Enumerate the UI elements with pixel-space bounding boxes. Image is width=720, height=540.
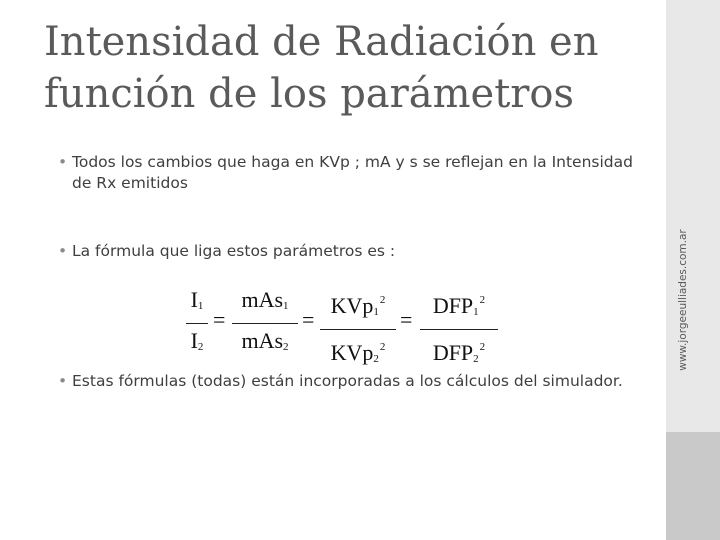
formula-exponent: 2 — [479, 341, 486, 353]
formula-subscript: 2 — [197, 341, 204, 353]
formula-subscript: 2 — [373, 353, 379, 365]
formula-term: mAs — [241, 328, 284, 353]
formula-subscript: 1 — [373, 306, 379, 318]
slide-title: Intensidad de Radiación en función de los parámetros — [44, 19, 599, 117]
sidebar-dark-block — [666, 432, 720, 540]
equals-sign: = — [213, 307, 226, 332]
intensity-formula — [186, 286, 498, 365]
bullet-item — [58, 241, 638, 262]
formula-subscript: 1 — [197, 300, 204, 312]
fraction-kvp — [320, 286, 396, 365]
formula-term: I — [190, 328, 198, 353]
fraction-mas — [232, 286, 298, 356]
website-watermark: www.jorgeeulliades.com.ar — [677, 229, 689, 371]
formula-exponent: 2 — [479, 294, 486, 306]
formula-exponent: 2 — [379, 341, 386, 353]
equals-sign: = — [302, 307, 315, 332]
formula-subscript: 1 — [283, 300, 289, 312]
bullet-item — [58, 152, 638, 194]
right-sidebar — [666, 0, 720, 540]
formula-subscript: 2 — [473, 353, 479, 365]
fraction-bar — [186, 323, 208, 324]
bullet-text: Todos los cambios que haga en KVp ; mA y s se reflejan en la Intensidad de Rx emitidos — [72, 153, 633, 192]
equals-sign: = — [400, 307, 413, 332]
bullet-text: Estas fórmulas (todas) están incorporadas a los cálculos del simulador. — [72, 372, 623, 390]
formula-subscript: 1 — [473, 306, 479, 318]
bullet-marker: • — [58, 372, 68, 390]
formula-term: I — [190, 287, 198, 312]
formula-exponent: 2 — [379, 294, 386, 306]
fraction-bar — [232, 323, 298, 324]
formula-term: KVp — [330, 293, 374, 318]
fraction-bar — [420, 329, 498, 330]
bullet-marker: • — [58, 153, 68, 171]
formula-term: DFP — [432, 293, 474, 318]
fraction-dfp — [420, 286, 498, 365]
bullet-item — [58, 371, 638, 392]
formula-term: KVp — [330, 340, 374, 365]
formula-term: mAs — [241, 287, 284, 312]
bullet-marker: • — [58, 242, 68, 260]
formula-subscript: 2 — [283, 341, 289, 353]
bullet-text: La fórmula que liga estos parámetros es : — [72, 242, 396, 260]
fraction-bar — [320, 329, 396, 330]
fraction-intensity — [186, 286, 208, 356]
formula-term: DFP — [432, 340, 474, 365]
